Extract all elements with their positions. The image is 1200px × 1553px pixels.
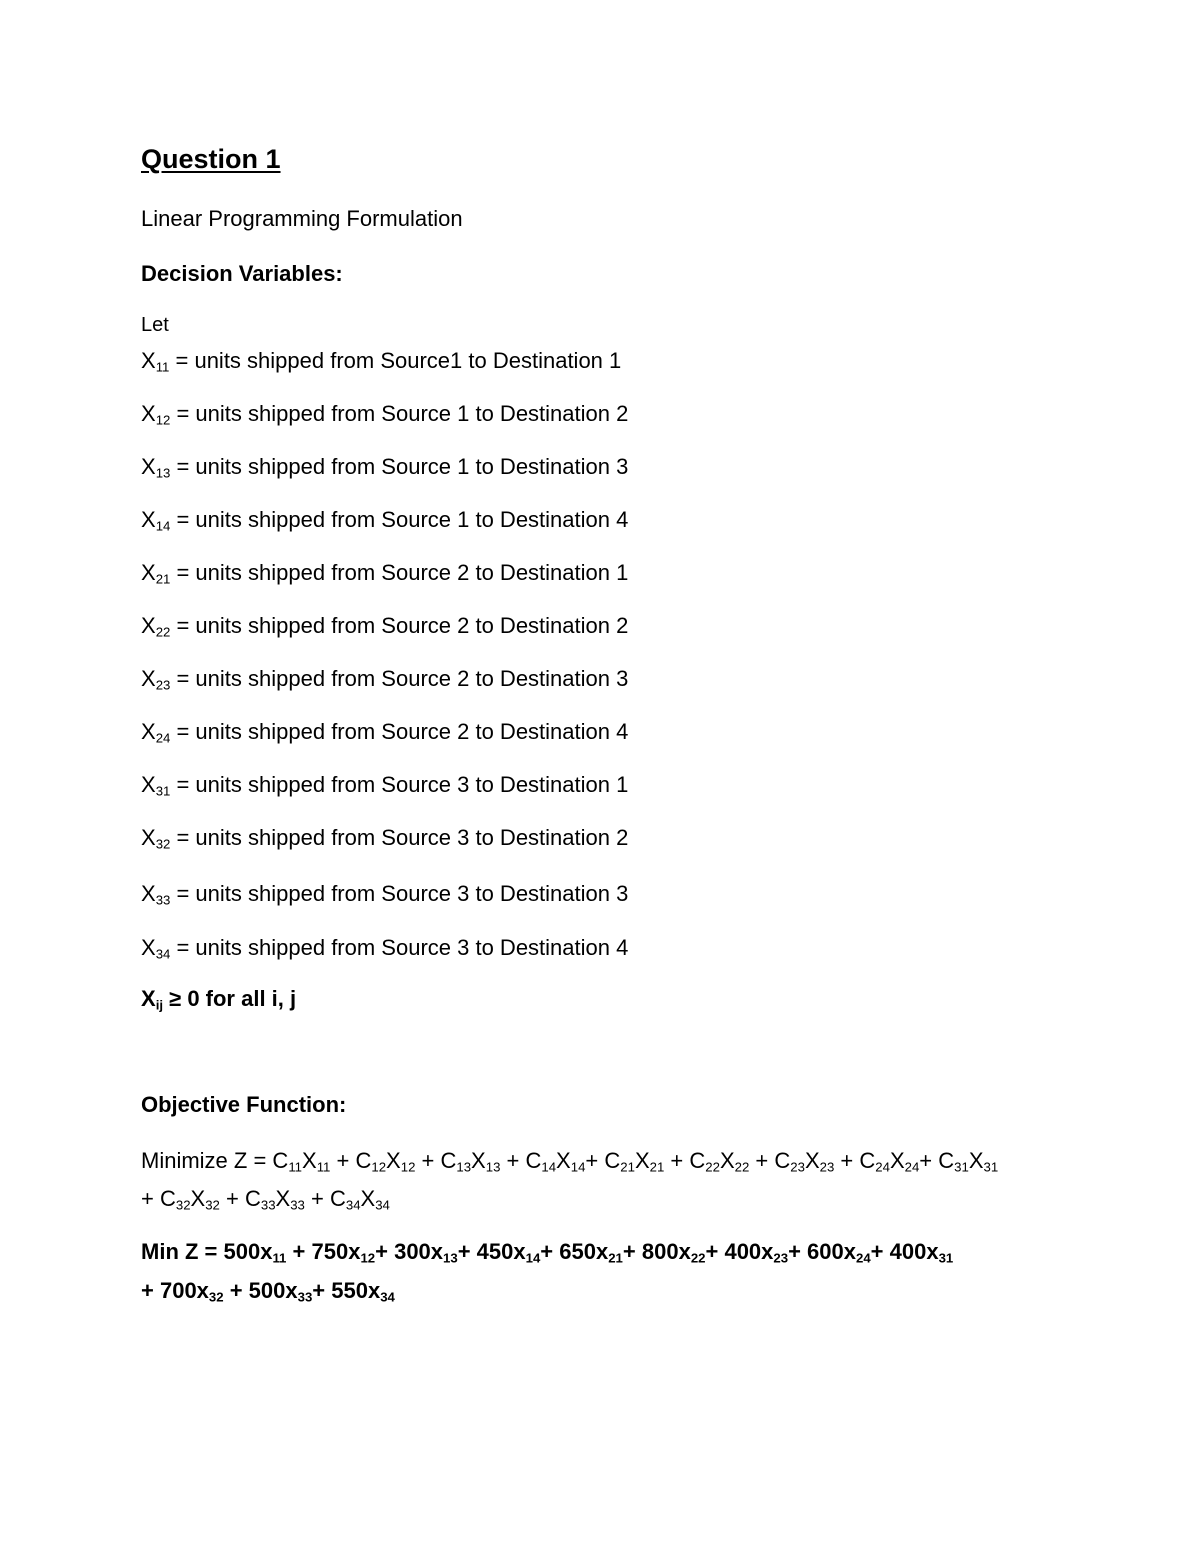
variable-symbol: X <box>634 1148 650 1173</box>
term-separator: + <box>312 1278 332 1303</box>
coefficient-term: 300x <box>394 1239 444 1264</box>
decision-variables-heading: Decision Variables: <box>141 261 343 286</box>
cost-subscript: 34 <box>345 1197 361 1213</box>
variable-subscript: 11 <box>272 1250 287 1266</box>
variable-subscript: 11 <box>316 1159 331 1175</box>
term-separator: + <box>788 1239 808 1264</box>
variable-subscript: 24 <box>856 1250 871 1266</box>
min-prefix: Min Z = <box>141 1239 224 1264</box>
min-expression-line-1 <box>141 1238 953 1266</box>
coefficient-term: 800x <box>641 1239 691 1264</box>
term-separator: + <box>622 1239 642 1264</box>
term-separator: + <box>415 1148 441 1173</box>
cost-symbol: C <box>604 1148 621 1173</box>
variable-definition <box>141 665 628 693</box>
variable-subscript: 13 <box>485 1159 501 1175</box>
variable-subscript: 23 <box>773 1250 789 1266</box>
variable-definition <box>141 880 628 908</box>
coefficient-term: 650x <box>559 1239 609 1264</box>
cost-symbol: C <box>355 1148 372 1173</box>
variable-subscript: 33 <box>155 892 171 908</box>
cost-subscript: 14 <box>541 1159 557 1175</box>
cost-symbol: C <box>329 1186 346 1211</box>
term-separator: + <box>500 1148 526 1173</box>
variable-symbol: X <box>556 1148 571 1173</box>
variable-subscript: 33 <box>297 1289 313 1305</box>
variable-subscript: 32 <box>155 836 171 852</box>
cost-subscript: 32 <box>175 1197 191 1213</box>
variable-definition <box>141 934 628 962</box>
variable-subscript: 11 <box>155 359 170 375</box>
variable-symbol: X <box>141 881 156 906</box>
cost-symbol: C <box>244 1186 261 1211</box>
variable-definition <box>141 718 628 746</box>
cost-subscript: 24 <box>875 1159 890 1175</box>
variable-subscript: 22 <box>690 1250 706 1266</box>
variable-symbol: X <box>141 666 156 691</box>
variable-definition <box>141 400 628 428</box>
variable-description: = units shipped from Source 3 to Destination 2 <box>170 825 629 850</box>
term-separator: + <box>141 1186 160 1211</box>
variable-description: = units shipped from Source 1 to Destination 4 <box>170 507 629 532</box>
cost-subscript: 12 <box>371 1159 387 1175</box>
variable-subscript: 33 <box>290 1197 305 1213</box>
variable-description: = units shipped from Source 3 to Destination 1 <box>170 772 629 797</box>
variable-symbol: X <box>386 1148 401 1173</box>
cost-subscript: 11 <box>288 1159 303 1175</box>
cost-subscript: 33 <box>260 1197 276 1213</box>
cost-symbol: C <box>525 1148 542 1173</box>
term-separator: + <box>540 1239 560 1264</box>
variable-description: = units shipped from Source 2 to Destination 4 <box>170 719 629 744</box>
variable-symbol: X <box>804 1148 820 1173</box>
variable-definition <box>141 771 628 799</box>
cost-symbol: C <box>159 1186 176 1211</box>
variable-symbol: X <box>141 507 156 532</box>
variable-subscript: 21 <box>608 1250 623 1266</box>
min-expression-line-2 <box>141 1277 395 1305</box>
variable-subscript: 12 <box>360 1250 376 1266</box>
minimize-expression-line-2 <box>141 1185 390 1213</box>
variable-definition <box>141 824 628 852</box>
variable-subscript: 32 <box>208 1289 224 1305</box>
variable-description: = units shipped from Source 2 to Destination 2 <box>170 613 629 638</box>
variable-symbol: X <box>141 613 156 638</box>
let-text: Let <box>141 314 169 336</box>
cost-symbol: C <box>440 1148 457 1173</box>
term-separator: + <box>870 1239 890 1264</box>
variable-subscript: 23 <box>819 1159 835 1175</box>
variable-subscript: 31 <box>938 1250 954 1266</box>
variable-description: = units shipped from Source 1 to Destination 2 <box>170 401 629 426</box>
cost-symbol: C <box>272 1148 289 1173</box>
variable-symbol: X <box>889 1148 905 1173</box>
minimize-prefix: Minimize Z = <box>141 1148 273 1173</box>
cost-subscript: 23 <box>790 1159 805 1175</box>
term-separator: + <box>375 1239 395 1264</box>
term-separator: + <box>705 1239 725 1264</box>
variable-description: = units shipped from Source 1 to Destination 3 <box>170 454 629 479</box>
objective-function-heading: Objective Function: <box>141 1092 347 1117</box>
variable-symbol: X <box>141 825 156 850</box>
term-separator: + <box>141 1278 160 1303</box>
term-separator: + <box>834 1148 860 1173</box>
variable-symbol: X <box>968 1148 984 1173</box>
variable-subscript: 12 <box>155 412 171 428</box>
term-separator: + <box>219 1186 245 1211</box>
variable-subscript: ij <box>155 997 164 1013</box>
term-separator: + <box>585 1148 605 1173</box>
coefficient-term: 450x <box>476 1239 526 1264</box>
variable-symbol: X <box>471 1148 486 1173</box>
cost-symbol: C <box>689 1148 706 1173</box>
variable-description: = units shipped from Source 2 to Destination 1 <box>170 560 629 585</box>
variable-symbol: X <box>141 986 156 1011</box>
cost-symbol: C <box>938 1148 955 1173</box>
variable-definition <box>141 453 628 481</box>
variable-definition <box>141 559 628 587</box>
coefficient-term: 400x <box>724 1239 774 1264</box>
variable-subscript: 13 <box>155 465 171 481</box>
variable-subscript: 14 <box>155 518 171 534</box>
variable-subscript: 32 <box>205 1197 220 1213</box>
term-separator: + <box>749 1148 775 1173</box>
variable-definition <box>141 612 628 640</box>
variable-subscript: 14 <box>570 1159 586 1175</box>
variable-subscript: 22 <box>155 624 171 640</box>
variable-subscript: 24 <box>904 1159 920 1175</box>
variable-subscript: 24 <box>155 730 171 746</box>
minimize-expression-line-1 <box>141 1147 998 1175</box>
term-separator: + <box>919 1148 939 1173</box>
variable-subscript: 34 <box>380 1289 395 1305</box>
cost-subscript: 13 <box>456 1159 472 1175</box>
cost-subscript: 21 <box>620 1159 635 1175</box>
variable-description: = units shipped from Source 3 to Destination 3 <box>170 881 629 906</box>
term-separator: + <box>664 1148 690 1173</box>
coefficient-term: 500x <box>223 1239 273 1264</box>
term-separator: + <box>304 1186 330 1211</box>
cost-symbol: C <box>859 1148 876 1173</box>
question-title: Question 1 <box>141 144 281 174</box>
variable-subscript: 31 <box>155 783 171 799</box>
variable-symbol: X <box>141 348 156 373</box>
variable-subscript: 22 <box>734 1159 750 1175</box>
variable-subscript: 23 <box>155 677 171 693</box>
variable-definition <box>141 347 621 375</box>
variable-symbol: X <box>141 935 156 960</box>
variable-description: = units shipped from Source 3 to Destination 4 <box>170 935 629 960</box>
variable-subscript: 34 <box>375 1197 390 1213</box>
variable-symbol: X <box>141 454 156 479</box>
variable-subscript: 21 <box>649 1159 665 1175</box>
cost-subscript: 22 <box>705 1159 720 1175</box>
constraint-text: ≥ 0 for all i, j <box>163 986 297 1011</box>
variable-symbol: X <box>360 1186 376 1211</box>
coefficient-term: 700x <box>159 1278 209 1303</box>
variable-subscript: 12 <box>400 1159 416 1175</box>
variable-subscript: 13 <box>443 1250 458 1266</box>
subtitle: Linear Programming Formulation <box>141 206 463 231</box>
variable-symbol: X <box>141 772 156 797</box>
coefficient-term: 550x <box>331 1278 381 1303</box>
variable-symbol: X <box>275 1186 291 1211</box>
term-separator: + <box>286 1239 312 1264</box>
variable-subscript: 21 <box>155 571 171 587</box>
variable-symbol: X <box>141 401 156 426</box>
term-separator: + <box>330 1148 356 1173</box>
coefficient-term: 750x <box>311 1239 361 1264</box>
coefficient-term: 400x <box>889 1239 939 1264</box>
variable-description: = units shipped from Source1 to Destination 1 <box>169 348 622 373</box>
variable-subscript: 34 <box>155 946 171 962</box>
term-separator: + <box>457 1239 477 1264</box>
variable-subscript: 31 <box>983 1159 999 1175</box>
coefficient-term: 500x <box>248 1278 298 1303</box>
cost-symbol: C <box>774 1148 791 1173</box>
coefficient-term: 600x <box>807 1239 856 1264</box>
variable-description: = units shipped from Source 2 to Destination 3 <box>170 666 629 691</box>
variable-symbol: X <box>141 719 156 744</box>
cost-subscript: 31 <box>954 1159 969 1175</box>
variable-symbol: X <box>190 1186 206 1211</box>
nonnegativity-constraint <box>141 985 296 1013</box>
variable-symbol: X <box>141 560 156 585</box>
variable-symbol: X <box>302 1148 317 1173</box>
variable-subscript: 14 <box>525 1250 541 1266</box>
variable-definition <box>141 506 628 534</box>
term-separator: + <box>223 1278 249 1303</box>
variable-symbol: X <box>719 1148 735 1173</box>
